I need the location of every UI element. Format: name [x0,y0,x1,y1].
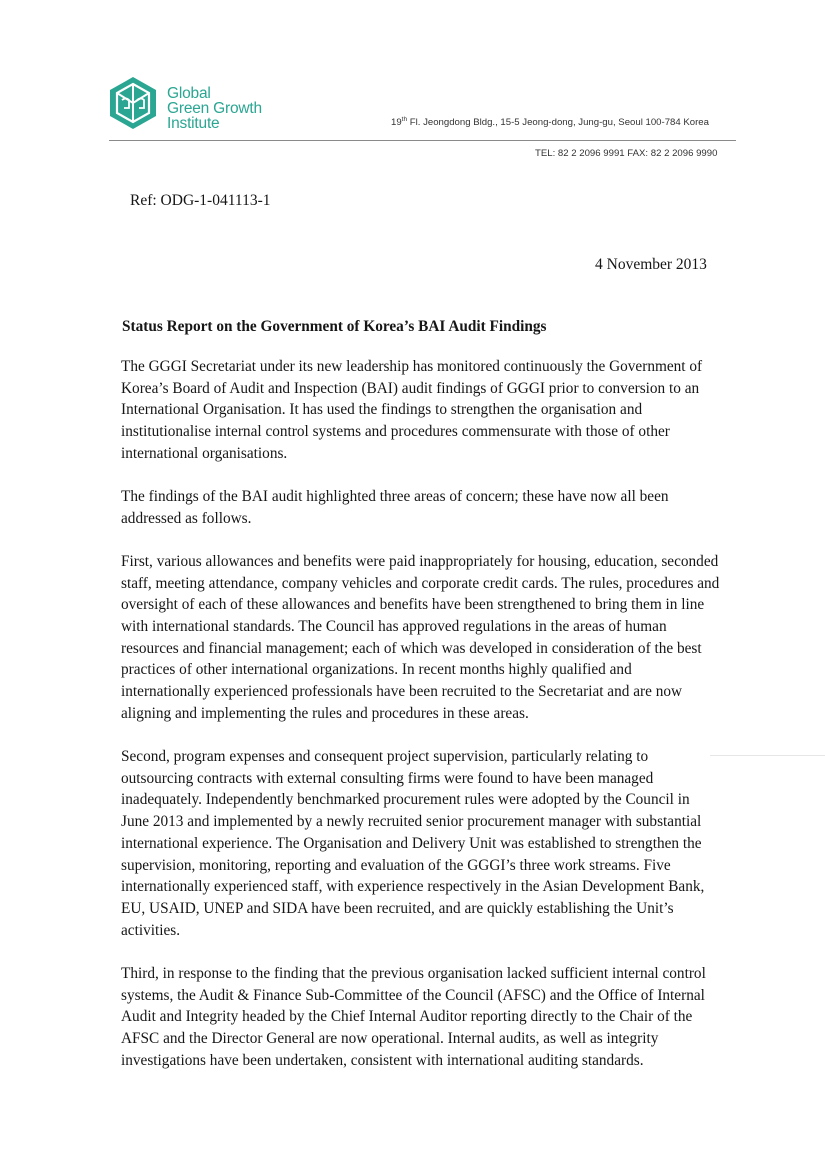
address-street: Fl. Jeongdong Bldg., 15-5 Jeong-dong, Jung-gu, Seoul 100-784 Korea [407,117,709,128]
org-name-line: Green Growth [167,100,262,117]
letter-date: 4 November 2013 [595,256,707,273]
paragraph: Third, in response to the finding that the previous organisation lacked sufficient internal control systems, the Audit & Finance Sub-Committee of the Council (AFSC) and the Office of Internal Audit and Integrity headed by the Chief Internal Auditor reporting directly to the Chair of the AFSC and the Director General are now operational. Internal audits, as well as integrity investigations have been undertaken, consistent with international auditing standards. [121,964,706,1069]
paragraph: Second, program expenses and consequent project supervision, particularly relating to outsourcing contracts with external consulting firms were found to have been managed inadequately. Independently benchmarked procurement rules were adopted by the Council in June 2013 and implemented by a newly recruited senior procurement manager with substantial international experience. The Organisation and Delivery Unit was established to strengthen the supervision, monitoring, reporting and evaluation of the GGGI’s three work streams. Five internationally experienced staff, with experience respectively in the Asian Development Bank, EU, USAID, UNEP and SIDA have been recruited, and are quickly establishing the Unit’s activities. [121,748,705,939]
letter-body [121,356,721,1093]
letter-title: Status Report on the Government of Korea’s BAI Audit Findings [122,318,547,335]
address-floor: 19 [391,117,402,128]
org-name-line: Global [167,85,211,102]
scan-artifact-line [710,755,825,756]
letterhead-divider [109,140,736,141]
gggi-logo-icon [108,76,158,130]
reference-number: Ref: ODG-1-041113-1 [130,192,271,209]
paragraph: The findings of the BAI audit highlighted three areas of concern; these have now all been addressed as follows. [121,488,669,527]
paragraph: First, various allowances and benefits were paid inappropriately for housing, education, seconded staff, meeting attendance, company vehicles and corporate credit cards. The rules, procedures and oversight of each of these allowances and benefits have been strengthened to bring them in line with international standards. The Council has approved regulations in the areas of human resources and financial management; each of which was developed in consideration of the best practices of other international organizations. In recent months highly qualified and internationally experienced professionals have been recruited to the Secretariat and are now aligning and implementing the rules and procedures in these areas. [121,552,720,722]
org-name [167,86,262,131]
paragraph: The GGGI Secretariat under its new leadership has monitored continuously the Government of Korea’s Board of Audit and Inspection (BAI) audit findings of GGGI prior to conversion to an International Organisation. It has used the findings to strengthen the organisation and institutionalise internal control systems and procedures commensurate with those of other international organisations. [121,358,703,462]
address [391,116,709,128]
address-floor-suffix: th [401,116,408,123]
contact-numbers: TEL: 82 2 2096 9991 FAX: 82 2 2096 9990 [535,148,718,159]
org-name-line: Institute [167,115,220,132]
